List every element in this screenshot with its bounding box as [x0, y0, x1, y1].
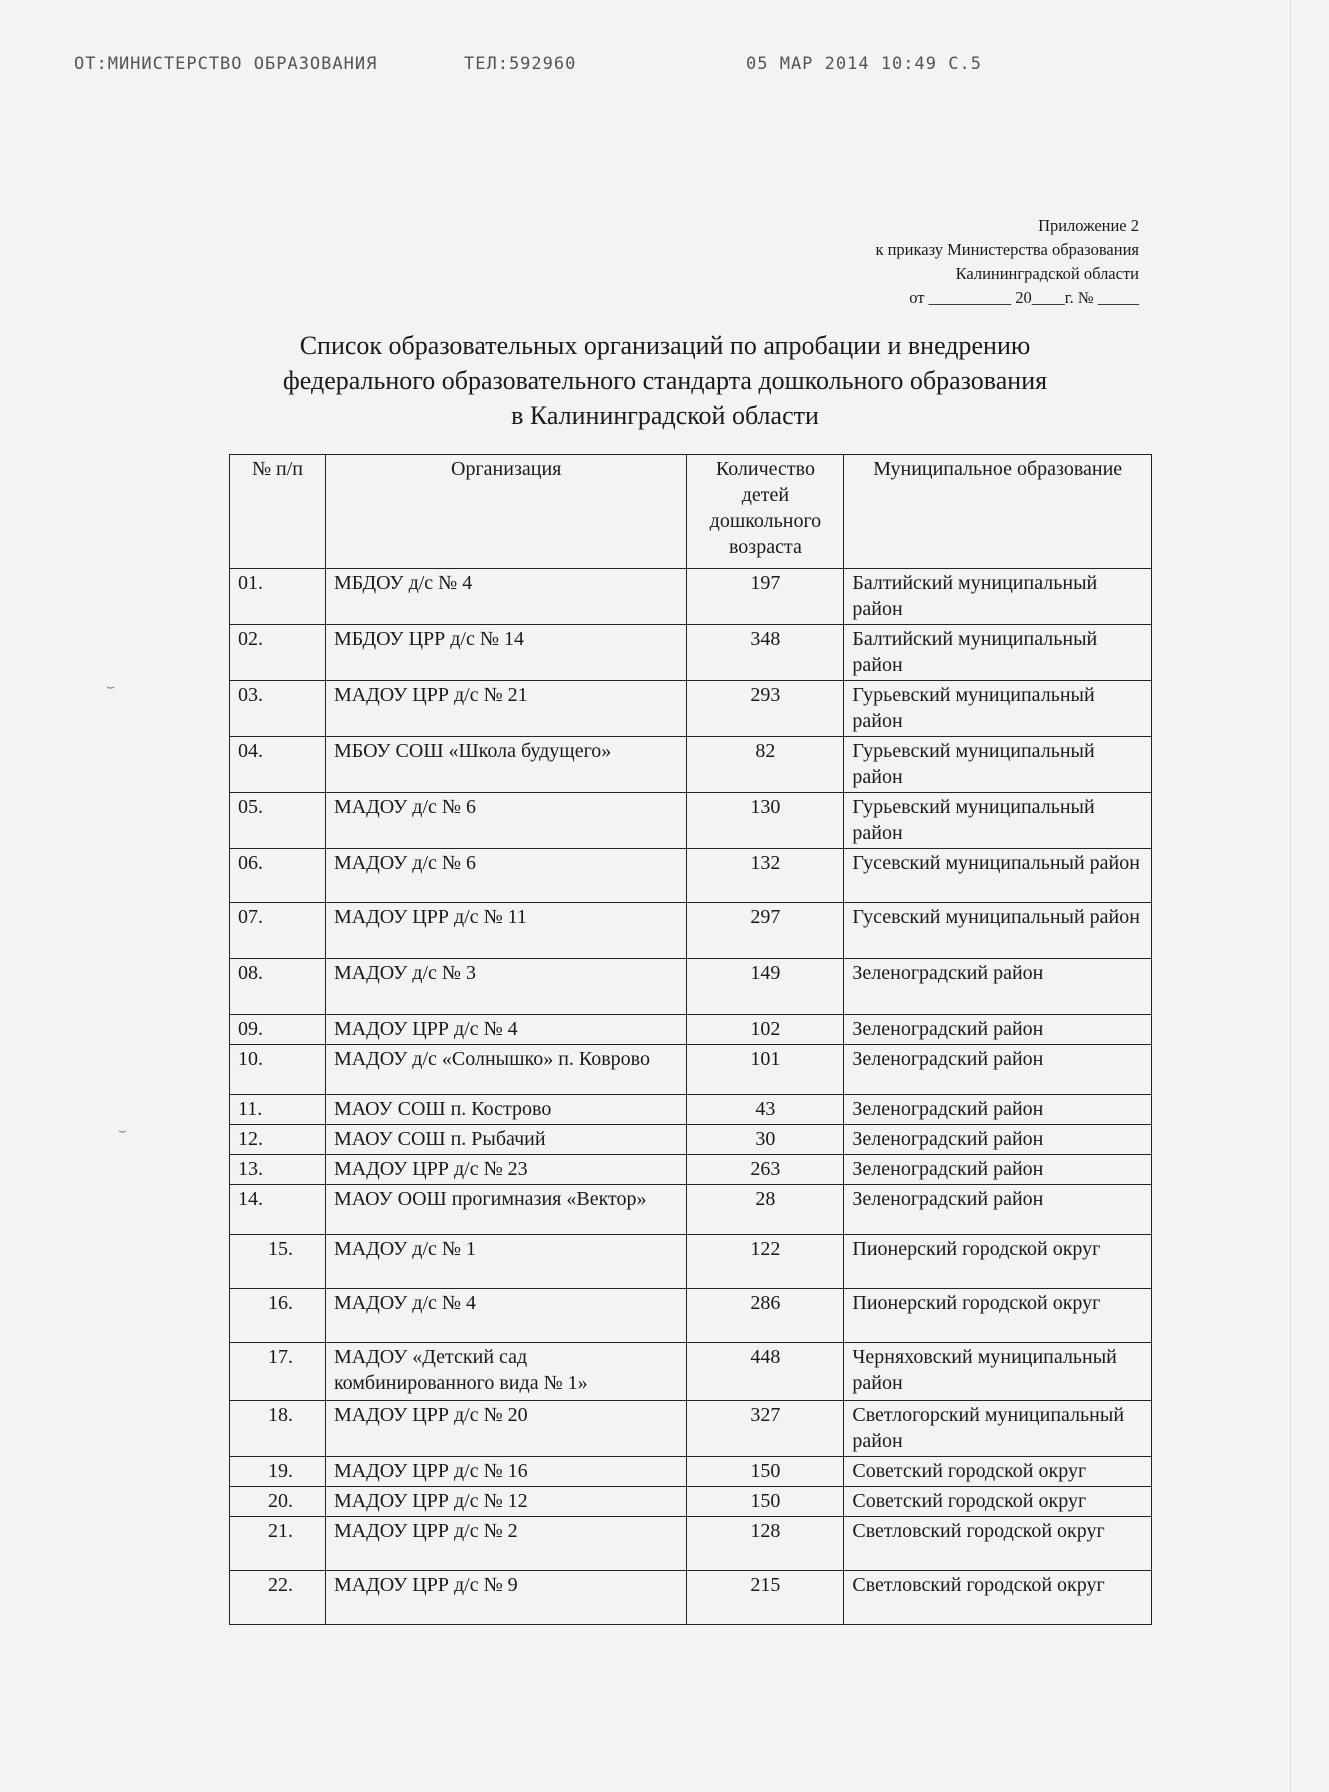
row-municipality: Гурьевский муниципальный район [844, 681, 1152, 737]
table-row [230, 793, 1152, 849]
row-child-count: 128 [687, 1517, 844, 1571]
header-count: Количество детей дошкольного возраста [687, 455, 844, 569]
row-municipality: Зеленоградский район [844, 959, 1152, 1015]
row-organization: МАДОУ ЦРР д/с № 20 [325, 1401, 687, 1457]
row-municipality: Зеленоградский район [844, 1125, 1152, 1155]
row-organization: МАОУ СОШ п. Кострово [325, 1095, 687, 1125]
row-child-count: 101 [687, 1045, 844, 1095]
row-municipality: Светловский городской округ [844, 1517, 1152, 1571]
row-child-count: 43 [687, 1095, 844, 1125]
row-municipality: Гусевский муниципальный район [844, 849, 1152, 903]
table-header-row [230, 455, 1152, 569]
row-number: 20. [230, 1487, 326, 1517]
table-row [230, 1457, 1152, 1487]
row-organization: МАДОУ ЦРР д/с № 12 [325, 1487, 687, 1517]
row-municipality: Зеленоградский район [844, 1015, 1152, 1045]
fax-datetime: 05 МАР 2014 10:49 С.5 [746, 54, 982, 74]
row-organization: МАДОУ д/с «Солнышко» п. Коврово [325, 1045, 687, 1095]
row-number: 21. [230, 1517, 326, 1571]
row-municipality: Гурьевский муниципальный район [844, 793, 1152, 849]
header-org: Организация [325, 455, 687, 569]
row-municipality: Черняховский муниципальный район [844, 1343, 1152, 1401]
row-number: 01. [230, 569, 326, 625]
row-number: 07. [230, 903, 326, 959]
row-number: 03. [230, 681, 326, 737]
row-child-count: 149 [687, 959, 844, 1015]
row-organization: МАДОУ ЦРР д/с № 2 [325, 1517, 687, 1571]
table-row [230, 903, 1152, 959]
table-row [230, 1401, 1152, 1457]
row-municipality: Балтийский муниципальный район [844, 569, 1152, 625]
table-row [230, 1015, 1152, 1045]
row-number: 04. [230, 737, 326, 793]
fax-phone: ТЕЛ:592960 [464, 54, 577, 74]
row-number: 16. [230, 1289, 326, 1343]
appendix-line-2: к приказу Министерства образования [875, 240, 1139, 259]
table-row [230, 959, 1152, 1015]
table-row [230, 1517, 1152, 1571]
table-row [230, 1487, 1152, 1517]
row-number: 14. [230, 1185, 326, 1235]
row-number: 02. [230, 625, 326, 681]
table-row [230, 681, 1152, 737]
row-organization: МАДОУ «Детский сад комбинированного вида № 1» [325, 1343, 687, 1401]
document-title [230, 328, 1100, 433]
row-number: 18. [230, 1401, 326, 1457]
row-child-count: 30 [687, 1125, 844, 1155]
row-municipality: Светлогорский муниципальный район [844, 1401, 1152, 1457]
row-municipality: Зеленоградский район [844, 1185, 1152, 1235]
table-row [230, 1095, 1152, 1125]
header-municipality: Муниципальное образование [844, 455, 1152, 569]
table-row [230, 1125, 1152, 1155]
row-organization: МАДОУ д/с № 6 [325, 849, 687, 903]
row-number: 22. [230, 1571, 326, 1625]
row-child-count: 293 [687, 681, 844, 737]
row-municipality: Советский городской округ [844, 1457, 1152, 1487]
row-child-count: 327 [687, 1401, 844, 1457]
table-row [230, 1235, 1152, 1289]
row-child-count: 130 [687, 793, 844, 849]
row-organization: МАДОУ д/с № 4 [325, 1289, 687, 1343]
row-child-count: 28 [687, 1185, 844, 1235]
row-child-count: 348 [687, 625, 844, 681]
row-organization: МАДОУ ЦРР д/с № 9 [325, 1571, 687, 1625]
row-municipality: Гусевский муниципальный район [844, 903, 1152, 959]
organizations-table [229, 454, 1152, 1625]
appendix-line-4: от __________ 20____г. № _____ [909, 288, 1139, 307]
row-child-count: 263 [687, 1155, 844, 1185]
row-number: 08. [230, 959, 326, 1015]
row-child-count: 297 [687, 903, 844, 959]
row-municipality: Советский городской округ [844, 1487, 1152, 1517]
row-organization: МБДОУ д/с № 4 [325, 569, 687, 625]
scan-mark: ⌣ [118, 1124, 128, 1139]
row-municipality: Зеленоградский район [844, 1045, 1152, 1095]
table-row [230, 1343, 1152, 1401]
table-row [230, 737, 1152, 793]
scan-mark: ⌣ [106, 680, 116, 695]
row-number: 11. [230, 1095, 326, 1125]
table-row [230, 1185, 1152, 1235]
row-number: 19. [230, 1457, 326, 1487]
row-organization: МАОУ ООШ прогимназия «Вектор» [325, 1185, 687, 1235]
row-child-count: 197 [687, 569, 844, 625]
table-row [230, 569, 1152, 625]
appendix-block [875, 214, 1139, 310]
table-row [230, 849, 1152, 903]
row-child-count: 286 [687, 1289, 844, 1343]
row-number: 15. [230, 1235, 326, 1289]
row-organization: МАДОУ д/с № 6 [325, 793, 687, 849]
row-organization: МАОУ СОШ п. Рыбачий [325, 1125, 687, 1155]
row-number: 17. [230, 1343, 326, 1401]
scan-edge-line [1290, 0, 1291, 1792]
row-number: 09. [230, 1015, 326, 1045]
row-organization: МАДОУ ЦРР д/с № 16 [325, 1457, 687, 1487]
row-municipality: Зеленоградский район [844, 1155, 1152, 1185]
row-municipality: Гурьевский муниципальный район [844, 737, 1152, 793]
row-municipality: Зеленоградский район [844, 1095, 1152, 1125]
row-child-count: 150 [687, 1487, 844, 1517]
row-municipality: Балтийский муниципальный район [844, 625, 1152, 681]
table-row [230, 625, 1152, 681]
row-number: 10. [230, 1045, 326, 1095]
table-row [230, 1571, 1152, 1625]
row-child-count: 82 [687, 737, 844, 793]
title-line-1: Список образовательных организаций по апробации и внедрению [299, 331, 1031, 360]
appendix-line-3: Калининградской области [955, 264, 1139, 283]
row-number: 13. [230, 1155, 326, 1185]
row-organization: МАДОУ ЦРР д/с № 4 [325, 1015, 687, 1045]
fax-sender: ОТ:МИНИСТЕРСТВО ОБРАЗОВАНИЯ [74, 54, 378, 74]
row-child-count: 102 [687, 1015, 844, 1045]
row-organization: МАДОУ ЦРР д/с № 11 [325, 903, 687, 959]
row-municipality: Пионерский городской округ [844, 1235, 1152, 1289]
row-child-count: 448 [687, 1343, 844, 1401]
table-row [230, 1289, 1152, 1343]
row-organization: МАДОУ ЦРР д/с № 23 [325, 1155, 687, 1185]
row-municipality: Светловский городской округ [844, 1571, 1152, 1625]
table-body [230, 569, 1152, 1625]
row-organization: МАДОУ д/с № 3 [325, 959, 687, 1015]
row-child-count: 122 [687, 1235, 844, 1289]
row-organization: МБДОУ ЦРР д/с № 14 [325, 625, 687, 681]
row-number: 06. [230, 849, 326, 903]
title-line-3: в Калининградской области [511, 401, 819, 430]
title-line-2: федерального образовательного стандарта дошкольного образования [282, 366, 1048, 395]
row-child-count: 150 [687, 1457, 844, 1487]
row-organization: МАДОУ д/с № 1 [325, 1235, 687, 1289]
table-row [230, 1155, 1152, 1185]
appendix-line-1: Приложение 2 [1038, 216, 1139, 235]
row-number: 12. [230, 1125, 326, 1155]
row-organization: МАДОУ ЦРР д/с № 21 [325, 681, 687, 737]
table-row [230, 1045, 1152, 1095]
row-organization: МБОУ СОШ «Школа будущего» [325, 737, 687, 793]
row-child-count: 132 [687, 849, 844, 903]
row-number: 05. [230, 793, 326, 849]
row-child-count: 215 [687, 1571, 844, 1625]
row-municipality: Пионерский городской округ [844, 1289, 1152, 1343]
header-num: № п/п [230, 455, 326, 569]
